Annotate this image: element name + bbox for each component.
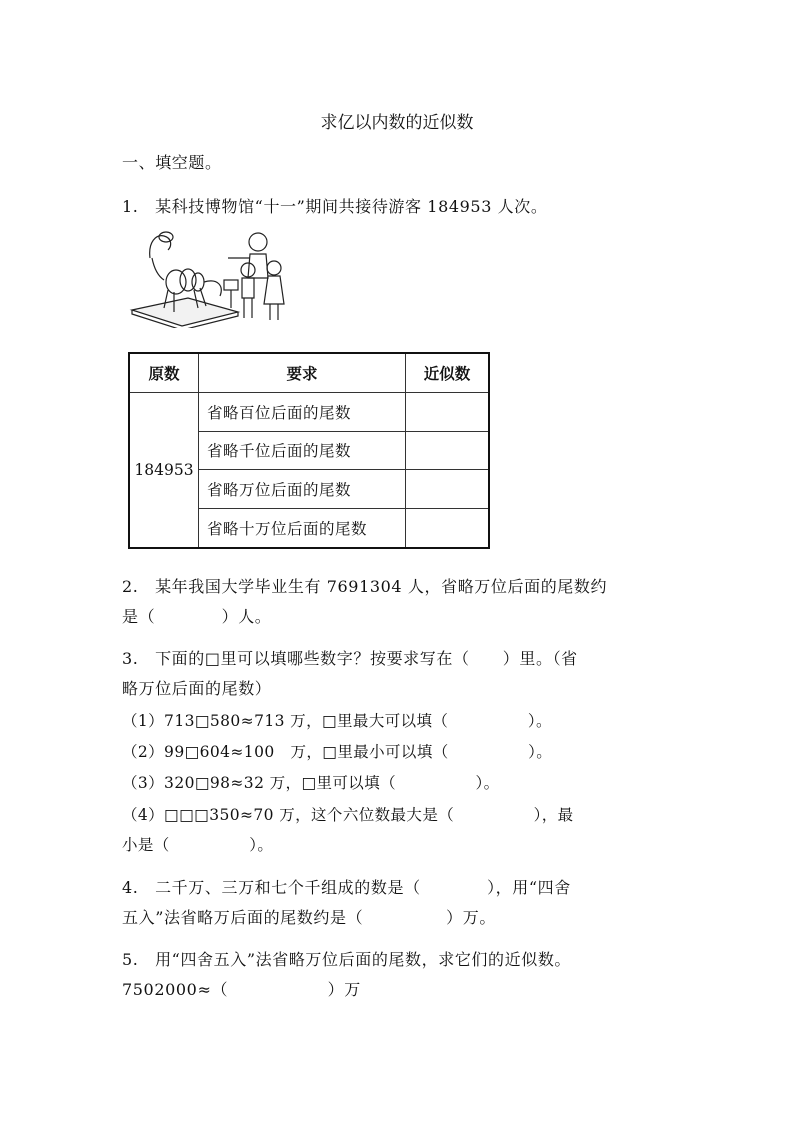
- table-header: 原数: [129, 353, 199, 393]
- question-3-item: （4）□□□350≈70 万，这个六位数最大是（ ），最: [122, 806, 574, 824]
- table-header-row: [129, 353, 489, 393]
- answer-cell[interactable]: [406, 470, 490, 509]
- requirement-cell: 省略万位后面的尾数: [199, 470, 406, 509]
- answer-cell[interactable]: [406, 431, 490, 470]
- question-1-text: 1. 某科技博物馆“十一”期间共接待游客 184953 人次。: [122, 197, 548, 216]
- answer-cell[interactable]: [406, 393, 490, 432]
- approximation-table: [128, 352, 490, 549]
- question-5-line-2: 7502000≈（ ）万: [122, 980, 361, 999]
- question-2-line-2: 是（ ）人。: [122, 607, 272, 626]
- section-heading: 一、填空题。: [122, 153, 222, 172]
- question-5-line-1: 5. 用“四舍五入”法省略万位后面的尾数，求它们的近似数。: [122, 950, 572, 969]
- question-4-line-2: 五入”法省略万后面的尾数约是（ ）万。: [122, 908, 496, 927]
- question-3-line-1: 3. 下面的□里可以填哪些数字？按要求写在（ ）里。（省: [122, 649, 578, 668]
- question-3-item: （3）320□98≈32 万，□里可以填（ ）。: [122, 774, 500, 792]
- question-3-item: （1）713□580≈713 万，□里最大可以填（ ）。: [122, 712, 552, 730]
- question-4-line-1: 4. 二千万、三万和七个千组成的数是（ ），用“四舍: [122, 878, 571, 897]
- question-2-line-1: 2. 某年我国大学毕业生有 7691304 人，省略万位后面的尾数约: [122, 577, 608, 596]
- requirement-cell: 省略十万位后面的尾数: [199, 508, 406, 548]
- table-header: 近似数: [406, 353, 490, 393]
- question-3-line-2: 略万位后面的尾数）: [122, 679, 272, 698]
- question-3-item: 小是（ ）。: [122, 836, 274, 854]
- requirement-cell: 省略千位后面的尾数: [199, 431, 406, 470]
- museum-illustration: [128, 228, 298, 328]
- original-number-cell: 184953: [129, 393, 199, 549]
- question-3-item: （2）99□604≈100 万，□里最小可以填（ ）。: [122, 743, 553, 761]
- answer-cell[interactable]: [406, 508, 490, 548]
- page-title: 求亿以内数的近似数: [320, 113, 474, 133]
- table-header: 要求: [199, 353, 406, 393]
- requirement-cell: 省略百位后面的尾数: [199, 393, 406, 432]
- table-row: [129, 393, 489, 432]
